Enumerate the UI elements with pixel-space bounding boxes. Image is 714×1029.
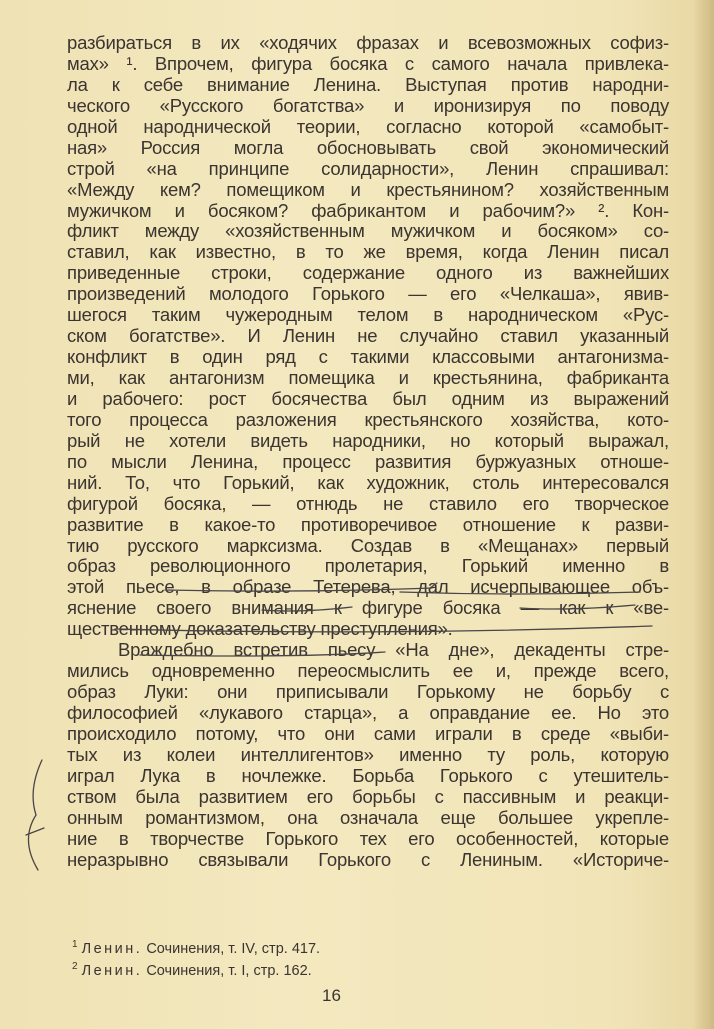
text-line: играл Лука в ночлежке. Борьба Горького с утешитель- (67, 764, 669, 786)
text-line: фликт между «хозяйственным мужичком и босяком» со- (67, 220, 669, 242)
footnote-mark: 2 (72, 960, 78, 972)
text-line: неразрывно связывали Горького с Лениным. «Историче- (67, 848, 669, 870)
text-line: произведений молодого Горького — его «Челкаша», явив- (67, 283, 669, 305)
text-line: ла к себе внимание Ленина. Выступая против народни- (67, 73, 669, 95)
text-line: рый не хотели видеть народники, но который выражал, (67, 429, 669, 451)
text-line: приведенные строки, содержание одного из важнейших (67, 262, 669, 284)
text-line: яснение своего внимания к фигуре босяка — как к «ве- (67, 597, 669, 619)
text-line: тых из колеи интеллигентов» именно ту роль, которую (67, 743, 669, 765)
text-line: того процесса разложения крестьянского хозяйства, кото- (67, 408, 669, 430)
text-line: шегося таким чужеродным телом в народническом «Рус- (67, 304, 669, 326)
text-line: ний. То, что Горький, как художник, столь интересовался (67, 471, 669, 493)
text-line: философией «лукавого старца», а оправдание ее. Но это (67, 702, 669, 723)
text-line: тию русского марксизма. Создав в «Мещанах» первый (67, 534, 669, 556)
text-line: щественному доказательству преступления». (67, 618, 453, 640)
text-line: Враждебно встретив пьесу «На дне», декаденты стре- (118, 639, 669, 661)
text-line: образ революционного пролетария, Горький именно в (67, 555, 669, 577)
footnotes (72, 936, 472, 980)
text-line: этой пьесе, в образе Тетерева, дал исчерпывающее объ- (67, 576, 669, 598)
text-line: онным романтизмом, она означала еще большее укрепле- (67, 806, 669, 828)
text-line: мах» ¹. Впрочем, фигура босяка с самого начала привлека- (67, 52, 669, 74)
text-line: конфликт в один ряд с такими классовыми антагонизма- (67, 346, 669, 368)
footnote-author: Ленин. (81, 962, 143, 979)
text-line: ставил, как известно, в то же время, когда Ленин писал (67, 241, 669, 263)
text-line: мужичком и босяком? фабрикантом и рабочим?» ². Кон- (67, 199, 669, 221)
text-line: одной народнической теории, согласно которой «самобыт- (67, 115, 669, 137)
text-line: фигурой босяка, — отнюдь не ставило его творческое (67, 492, 669, 514)
text-line: происходило потому, что они сами играли в среде «выби- (67, 722, 669, 744)
text-line: строй «на принципе солидарности», Ленин спрашивал: (67, 157, 669, 179)
text-line: образ Луки: они приписывали Горькому не борьбу с (67, 681, 669, 703)
footnote-1 (72, 936, 472, 958)
text-line: по мысли Ленина, процесс развития буржуазных отноше- (67, 450, 669, 472)
footnote-author: Ленин. (81, 940, 143, 957)
footnote-text: Сочинения, т. IV, стр. 417. (146, 940, 321, 957)
footnote-text: Сочинения, т. I, стр. 162. (146, 962, 312, 979)
text-line: ском богатстве». И Ленин не случайно ставил указанный (67, 325, 669, 347)
footnote-mark: 1 (72, 939, 78, 950)
text-line: ческого «Русского богатства» и иронизируя по поводу (67, 94, 669, 116)
text-line: ми, как антагонизм помещика и крестьянина, фабриканта (67, 367, 669, 388)
page-number: 16 (322, 986, 341, 1005)
text-line: ние в творчестве Горького тех его особенностей, которые (67, 827, 669, 849)
text-line: ная» Россия могла обосновывать свой экономический (67, 136, 669, 158)
text-line: ством была развитием его борьбы с пассивным и реакци- (67, 785, 669, 807)
text-line: и рабочего: рост босячества был одним из выражений (67, 387, 669, 409)
footnote-2 (72, 958, 472, 980)
text-line: разбираться в их «ходячих фразах и всевозможных софиз- (67, 32, 669, 53)
text-line: мились одновременно переосмыслить ее и, прежде всего, (67, 660, 669, 682)
body-text (67, 33, 669, 871)
text-line: развитие в какое-то противоречивое отношение к разви- (67, 513, 669, 535)
text-line: «Между кем? помещиком и крестьянином? хозяйственным (67, 178, 669, 200)
brace-mark (28, 760, 42, 870)
brace-mark (26, 828, 44, 835)
